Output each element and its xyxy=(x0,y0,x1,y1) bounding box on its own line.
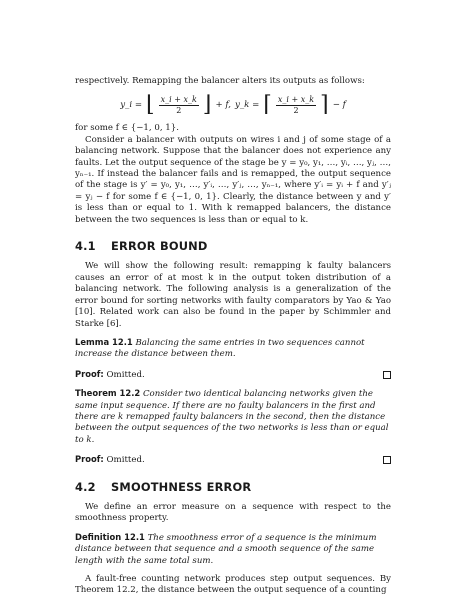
section-title: ERROR BOUND xyxy=(111,239,208,254)
fraction-1-denominator: 2 xyxy=(176,105,182,115)
section-number: 4.1 xyxy=(75,239,96,254)
paragraph-result: We will show the following result: remapping k faulty balancers causes an error of at most k in the output token distribution of a balancing network. The following analysis is a generalization of the error bound for sorting networks with faulty comparators by Yao & Yao [10]. Related work can also be found in the paper by Schimmler and Starke [6]. xyxy=(75,261,391,329)
fraction-2 xyxy=(276,95,316,116)
floor-left-bracket: ⌊ xyxy=(146,92,155,118)
eq-plus-f: + f, xyxy=(215,99,231,110)
lemma-text: Balancing the same entries in two sequences cannot increase the distance between them. xyxy=(75,337,365,360)
floor-right-bracket: ⌋ xyxy=(202,92,212,118)
proof-label: Proof: xyxy=(75,454,104,465)
remap-equation xyxy=(75,91,391,119)
eq-yi-lhs: y_i = xyxy=(120,99,143,110)
proof-block-1 xyxy=(75,369,391,381)
ceil-left-bracket: ⌈ xyxy=(263,92,272,118)
definition-heading: Definition 12.1 xyxy=(75,531,145,542)
for-some-clause: for some f ∈ {−1, 0, 1}. xyxy=(75,123,179,134)
fraction-1 xyxy=(159,95,199,116)
section-title: SMOOTHNESS ERROR xyxy=(111,479,252,494)
ceil-right-bracket: ⌉ xyxy=(320,92,329,118)
fraction-2-numerator: x_i + x_k xyxy=(277,94,315,104)
eq-yk-lhs: y_k = xyxy=(234,99,260,110)
definition-text: The smoothness error of a sequence is the minimum distance between that sequence and a smooth sequence of the same length with the same total sum. xyxy=(75,532,377,566)
proof-block-2 xyxy=(75,454,391,466)
theorem-heading: Theorem 12.2 xyxy=(75,388,141,399)
definition-block xyxy=(75,532,391,567)
theorem-block xyxy=(75,388,391,446)
proof-text: Omitted. xyxy=(106,455,145,466)
paragraph-intro: respectively. Remapping the balancer alters its outputs as follows: xyxy=(75,76,365,86)
paragraph-counting-network: A fault-free counting network produces step output sequences. By Theorem 12.2, the distance between the output sequence of a counting xyxy=(75,574,391,596)
proof-label: Proof: xyxy=(75,368,104,379)
theorem-text: Consider two identical balancing networks given the same input sequence. If there are no faulty balancers in the first and there are k remapped faulty balancers in the second, then the distance between the output sequences of the two networks is less than or equal to k. xyxy=(75,389,389,445)
section-number: 4.2 xyxy=(75,479,96,494)
lemma-block xyxy=(75,337,391,361)
paragraph-balancer: Consider a balancer with outputs on wires i and j of some stage of a balancing network. Suppose that the balancer does not experience any faults. Let the output sequence of the stage be y = y₀, y₁, …, yᵢ, …, yⱼ, …, yₙ₋₁. If instead the balancer fails and is remapped, the output sequence of the stage is y′ = y₀, y₁, …, y′ᵢ, …, y′ⱼ, …, yₙ₋₁, where y′ᵢ = yᵢ + f and y′ⱼ = yⱼ − f for some f ∈ {−1, 0, 1}. Clearly, the distance between y and y′ is less than or equal to 1. With k remapped balancers, the distance between the two sequences is less than or equal to k. xyxy=(75,134,391,225)
lemma-heading: Lemma 12.1 xyxy=(75,336,133,347)
section-heading-smoothness-error xyxy=(75,479,391,494)
section-heading-error-bound xyxy=(75,241,391,252)
eq-minus-f: − f xyxy=(332,99,346,110)
paragraph-error-measure: We define an error measure on a sequence with respect to the smoothness property. xyxy=(75,501,391,524)
fraction-2-denominator: 2 xyxy=(293,105,299,115)
qed-box-icon xyxy=(383,371,391,379)
qed-box-icon xyxy=(383,456,391,464)
proof-text: Omitted. xyxy=(106,369,145,380)
fraction-1-numerator: x_i + x_k xyxy=(160,94,197,104)
